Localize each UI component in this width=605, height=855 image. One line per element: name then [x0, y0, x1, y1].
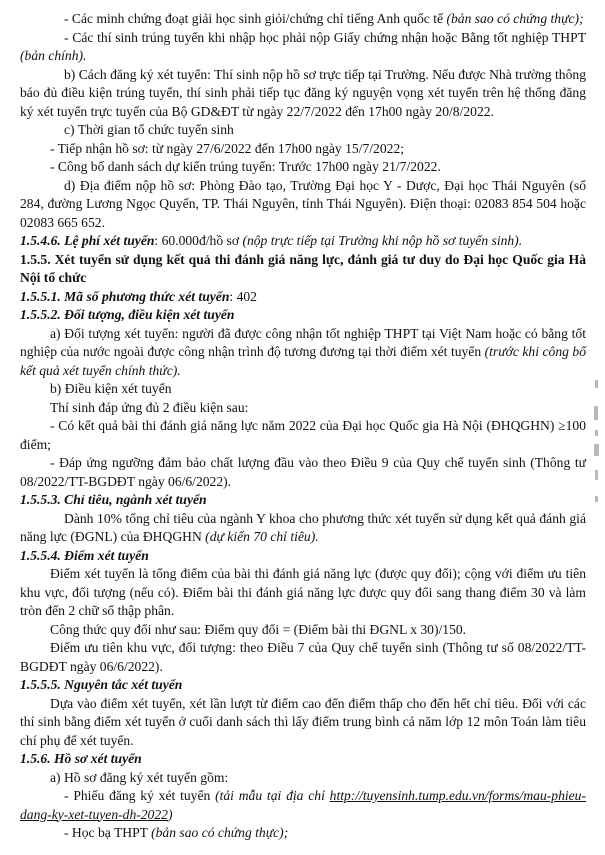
form-download-link[interactable]: http://tuyensinh.tump.edu.vn/forms/mau-phieu-dang-ky-xet-tuyen-dh-2022	[20, 788, 586, 822]
eligibility-subjects-paragraph: a) Đối tượng xét tuyển: người đã được công nhận tốt nghiệp THPT tại Việt Nam hoặc có bằng tốt nghiệp của nước ngoài được công nhận trình độ tương đương tại thời điểm xét tuyển (trước khi công bố kết quả xét tuyển chính thức).	[20, 325, 586, 378]
fee-line: 1.5.4.6. Lệ phí xét tuyển: 60.000đ/hồ sơ (nộp trực tiếp tại Trường khi nộp hồ sơ tuyển sinh).	[20, 233, 523, 248]
submission-location-paragraph: d) Địa điểm nộp hồ sơ: Phòng Đào tạo, Trường Đại học Y - Dược, Đại học Thái Nguyên (số 284, đường Lương Ngọc Quyến, TP. Thái Nguyên, tỉnh Thái Nguyên). Điện thoại: 02083 854 504 hoặc 02083 665 652.	[20, 177, 586, 230]
timeline-announce-item: - Công bố danh sách dự kiến trúng tuyển: Trước 17h00 ngày 21/7/2022.	[50, 159, 441, 174]
registration-method-paragraph: b) Cách đăng ký xét tuyển: Thí sinh nộp hồ sơ trực tiếp tại Trường. Nếu được Nhà trường thông báo đủ điều kiện trúng tuyển, thí sinh phải tiếp tục đăng ký nguyện vọng xét tuyển trên hệ thống đăng ký xét tuyển trực tuyến của Bộ GD&ĐT từ ngày 22/7/2022 đến 17h00 ngày 20/8/2022.	[20, 66, 586, 119]
registration-form-item: - Phiếu đăng ký xét tuyển (tải mẫu tại địa chỉ http://tuyensinh.tump.edu.vn/forms/mau-phieu-dang-ky-xet-tuyen-dh-2022)	[20, 788, 586, 822]
scoring-paragraph: Điểm xét tuyển là tổng điểm của bài thi đánh giá năng lực (được quy đổi); cộng với điểm ưu tiên khu vực, đối tượng (nếu có). Điểm bài thi đánh giá năng lực được quy đổi sang thang điểm 30 và làm tròn đến 2 chữ số thập phân.	[20, 566, 586, 618]
dossier-intro: a) Hồ sơ đăng ký xét tuyển gồm:	[50, 769, 229, 785]
condition-quality-item: - Đáp ứng ngưỡng đảm bảo chất lượng đầu vào theo Điều 9 của Quy chế tuyển sinh (Thông tư 08/2022/TT-BGDĐT ngày 06/6/2022).	[20, 455, 586, 489]
method-code-line: 1.5.5.1. Mã số phương thức xét tuyển: 402	[20, 288, 257, 304]
timeline-receive-item: - Tiếp nhận hồ sơ: từ ngày 27/6/2022 đến 17h00 ngày 15/7/2022;	[50, 140, 405, 156]
principles-paragraph: Dựa vào điểm xét tuyển, xét lần lượt từ điểm cao đến điểm thấp cho đến hết chỉ tiêu. Đối với các thí sinh bằng điểm xét tuyển ở cuối danh sách thì lấy điểm trung bình cả năm lớp 12 môn Toán làm tiêu chí phụ để xét tuyển.	[20, 695, 586, 748]
transcript-item: - Học bạ THPT (bản sao có chứng thực);	[64, 825, 289, 840]
scoring-heading: 1.5.5.4. Điểm xét tuyển	[20, 547, 149, 563]
conditions-heading: b) Điều kiện xét tuyển	[50, 381, 172, 396]
scan-mark-decoration	[593, 378, 601, 528]
document-page	[20, 10, 586, 843]
conditions-intro: Thí sinh đáp ứng đủ 2 điều kiện sau:	[50, 399, 249, 415]
eligibility-heading: 1.5.5.2. Đối tượng, điều kiện xét tuyển	[20, 307, 235, 322]
admission-certificate-item: - Các thí sinh trúng tuyển khi nhập học phải nộp Giấy chứng nhận hoặc Bằng tốt nghiệp THPT (bản chính).	[20, 29, 586, 63]
principles-heading: 1.5.5.5. Nguyên tắc xét tuyển	[20, 677, 183, 692]
conversion-formula: Công thức quy đổi như sau: Điểm quy đổi = (Điểm bài thi ĐGNL x 30)/150.	[50, 621, 467, 637]
evidence-awards-item: - Các minh chứng đoạt giải học sinh giỏi/chứng chỉ tiếng Anh quốc tế (bản sao có chứng thực);	[64, 11, 584, 26]
dossier-heading: 1.5.6. Hồ sơ xét tuyển	[20, 751, 142, 766]
quota-heading: 1.5.5.3. Chỉ tiêu, ngành xét tuyển	[20, 492, 207, 507]
section-1-5-5-heading: 1.5.5. Xét tuyển sử dụng kết quả thi đánh giá năng lực, đánh giá tư duy do Đại học Quốc gia Hà Nội tổ chức	[20, 251, 586, 285]
condition-score-item: - Có kết quả bài thi đánh giá năng lực năm 2022 của Đại học Quốc gia Hà Nội (ĐHQGHN) ≥100 điểm;	[20, 418, 586, 452]
quota-paragraph: Dành 10% tổng chỉ tiêu của ngành Y khoa cho phương thức xét tuyển sử dụng kết quả đánh giá năng lực (ĐGNL) của ĐHQGHN (dự kiến 70 chỉ tiêu).	[20, 510, 586, 544]
priority-points-paragraph: Điểm ưu tiên khu vực, đối tượng: theo Điều 7 của Quy chế tuyển sinh (Thông tư số 08/2022/TT-BGDĐT ngày 06/6/2022).	[20, 640, 586, 674]
timeline-heading: c) Thời gian tổ chức tuyển sinh	[64, 122, 234, 137]
